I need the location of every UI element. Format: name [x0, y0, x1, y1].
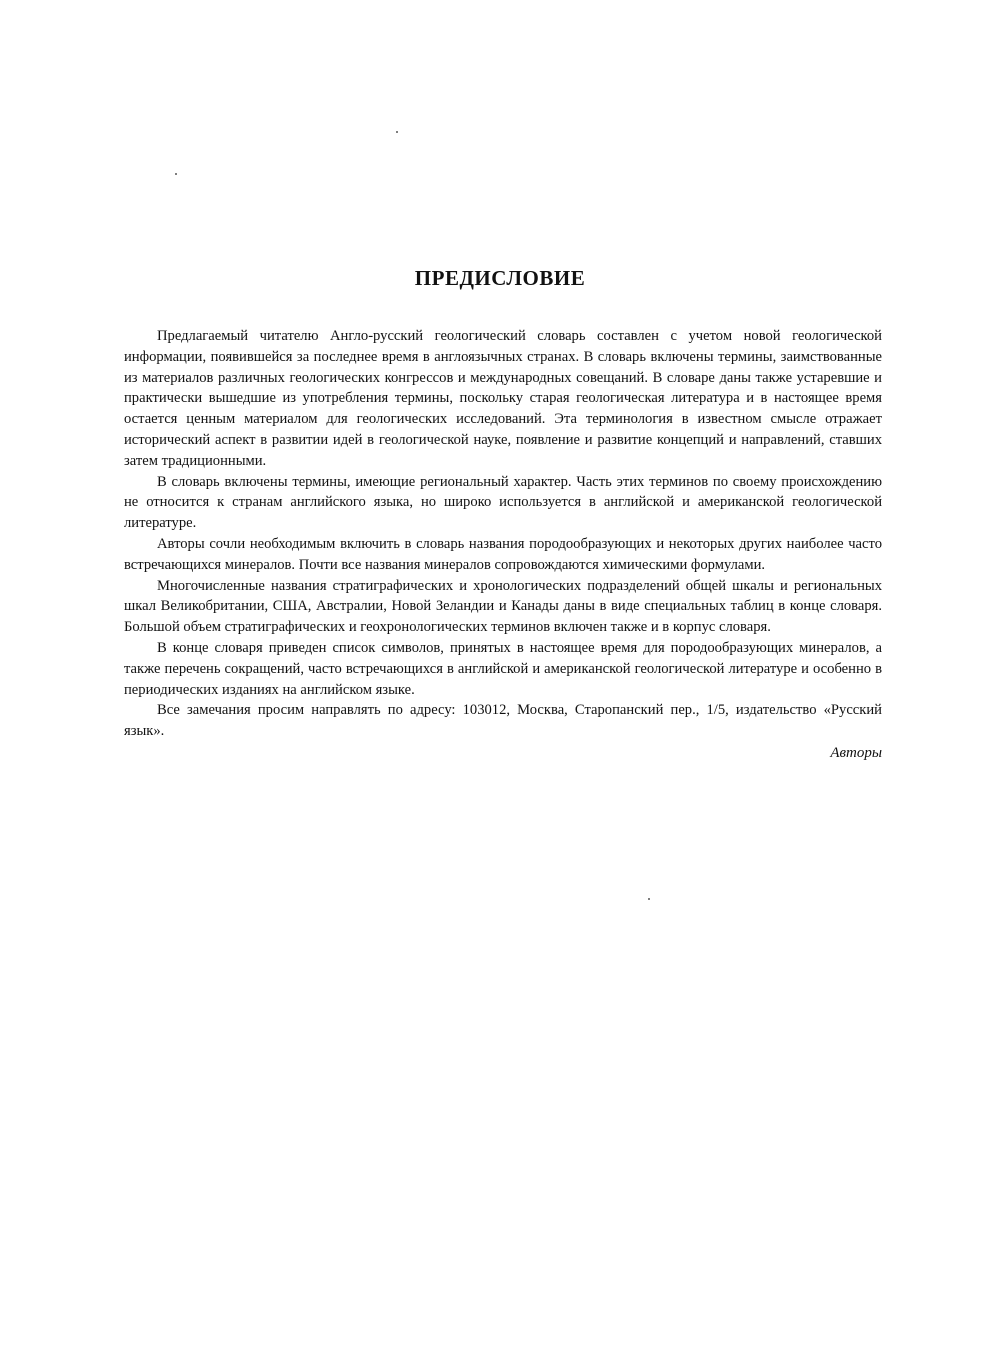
paragraph: Все замечания просим направлять по адресу: 103012, Москва, Старопанский пер., 1/5, издательство «Русский язык».	[124, 702, 882, 740]
paragraph: Многочисленные названия стратиграфических и хронологических подразделений общей шкалы и региональных шкал Великобритании, США, Австралии, Новой Зеландии и Канады даны в виде специальных таблиц в конце словаря. Большой объем стратиграфических и геохронологических терминов включен также и в корпус словаря.	[124, 577, 882, 636]
preface-body	[124, 326, 882, 764]
page-title: ПРЕДИСЛОВИЕ	[414, 266, 586, 290]
paragraph: Авторы сочли необходимым включить в словарь названия породообразующих и некоторых других наиболее часто встречающихся минералов. Почти все названия минералов сопровождаются химическими формулами.	[124, 535, 882, 573]
scan-speck	[396, 131, 398, 133]
paragraph: Предлагаемый читателю Англо-русский геологический словарь составлен с учетом новой геологической информации, появившейся за последнее время в англоязычных странах. В словарь включены термины, заимствованные из материалов различных геологических конгрессов и международных совещаний. В словаре даны также устаревшие и практически вышедшие из употребления термины, поскольку старая геологическая литература и в настоящее время остается ценным материалом для геологических исследований. Эта терминология в известном смысле отражает исторический аспект в развитии идей в геологической науке, появление и развитие концепций и направлений, ставших затем традиционными.	[124, 328, 882, 469]
scan-speck	[175, 173, 177, 175]
paragraph: В конце словаря приведен список символов, принятых в настоящее время для породообразующих минералов, а также перечень сокращений, часто встречающихся в английской и американской геологической литературе и особенно в периодических изданиях на английском языке.	[124, 639, 882, 698]
paragraph: В словарь включены термины, имеющие региональный характер. Часть этих терминов по своему происхождению не относится к странам английского языка, но широко используется в английской и американской геологической литературе.	[124, 473, 882, 532]
author-signature: Авторы	[830, 744, 882, 761]
scan-speck	[648, 898, 650, 900]
